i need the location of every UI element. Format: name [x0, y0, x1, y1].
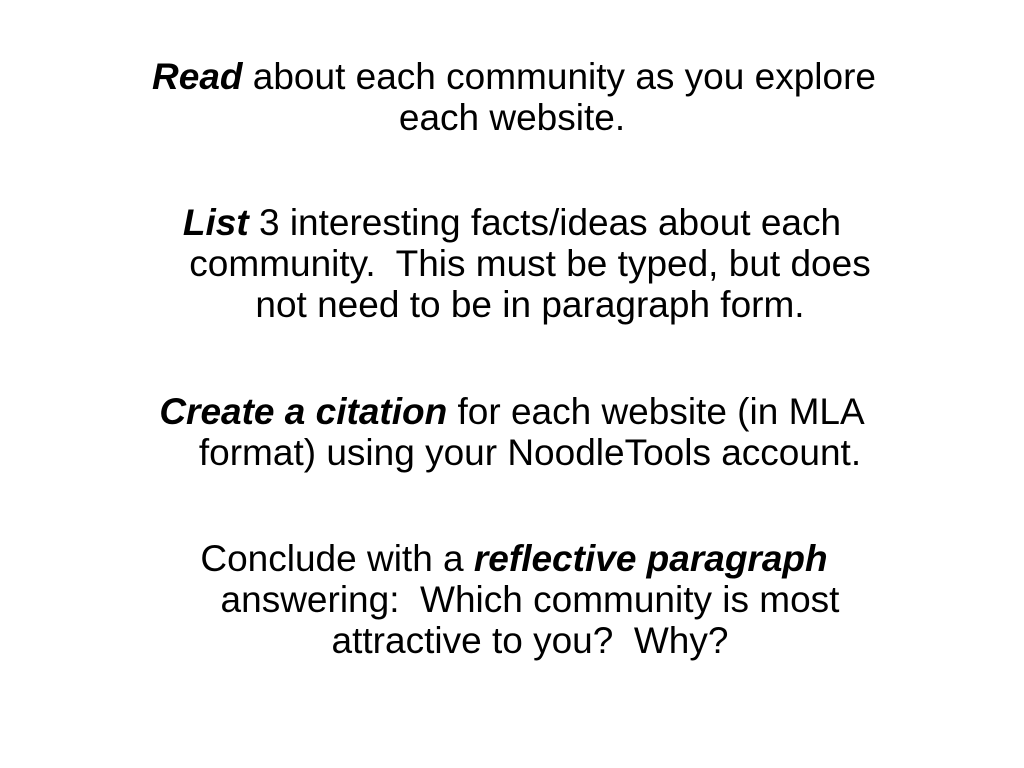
line-text: Conclude with a [200, 538, 474, 579]
text-line [0, 538, 1024, 579]
text-line: attractive to you? Why? [331, 620, 729, 661]
line-text: 3 interesting facts/ideas about each [248, 202, 842, 243]
text-line: format) using your NoodleTools account. [198, 432, 862, 473]
line-text: about each community as you explore [242, 56, 876, 97]
emphasis-keyword: reflective paragraph [473, 538, 828, 579]
instruction-reflection [0, 538, 1024, 661]
emphasis-keyword: Create a citation [159, 391, 448, 432]
text-line: answering: Which community is most [220, 579, 840, 620]
text-line [0, 391, 1024, 432]
text-line: not need to be in paragraph form. [255, 284, 805, 325]
text-line: community. This must be typed, but does [189, 243, 871, 284]
instruction-list [0, 202, 1024, 325]
text-line [0, 56, 1024, 97]
line-text: for each website (in MLA [447, 391, 865, 432]
text-line: each website. [398, 97, 626, 138]
instruction-read [0, 56, 1024, 138]
instruction-citation [0, 391, 1024, 473]
text-line [0, 202, 1024, 243]
emphasis-keyword: List [182, 202, 249, 243]
emphasis-keyword: Read [152, 56, 243, 97]
